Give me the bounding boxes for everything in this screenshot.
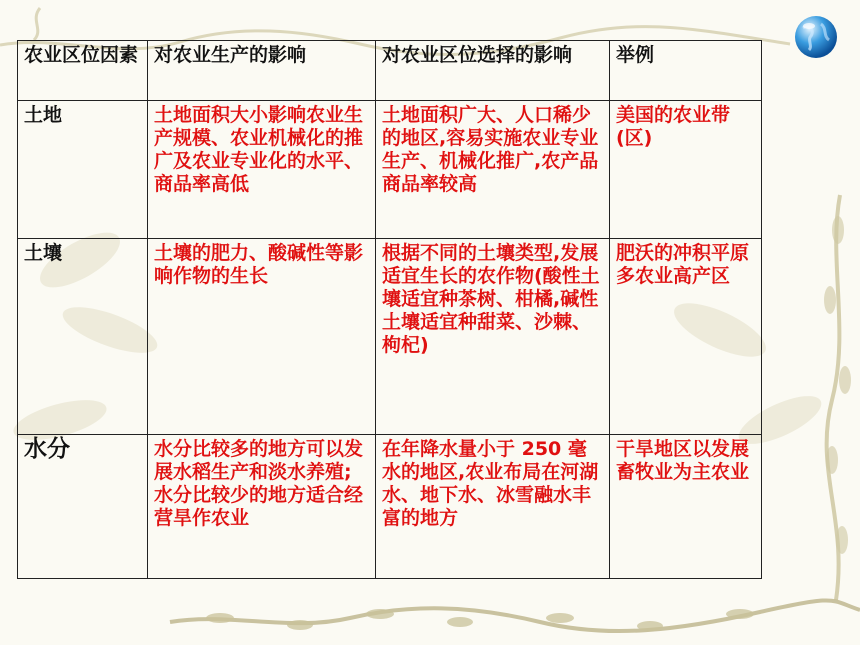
header-example: 举例 [610,41,762,101]
row-factor: 土壤 [18,239,148,435]
row-impact: 土壤的肥力、酸碱性等影响作物的生长 [148,239,376,435]
table-row [18,239,762,435]
table-row [18,101,762,239]
row-factor: 土地 [18,101,148,239]
row-example: 肥沃的冲积平原多农业高产区 [610,239,762,435]
header-impact: 对农业生产的影响 [148,41,376,101]
header-factor: 农业区位因素 [18,41,148,101]
row-example: 干旱地区以发展畜牧业为主农业 [610,435,762,579]
agriculture-factors-table [17,40,762,579]
row-choice: 根据不同的土壤类型,发展适宜生长的农作物(酸性土壤适宜种茶树、柑橘,碱性土壤适宜种甜菜、沙棘、枸杞) [376,239,610,435]
row-factor: 水分 [18,435,148,579]
row-example: 美国的农业带(区) [610,101,762,239]
table-row [18,435,762,579]
row-impact: 水分比较多的地方可以发展水稻生产和淡水养殖;水分比较少的地方适合经营旱作农业 [148,435,376,579]
header-choice: 对农业区位选择的影响 [376,41,610,101]
row-choice: 在年降水量小于 250 毫水的地区,农业布局在河湖水、地下水、冰雪融水丰富的地方 [376,435,610,579]
table-header-row [18,41,762,101]
globe-icon [793,14,839,60]
row-choice: 土地面积广大、人口稀少的地区,容易实施农业专业生产、机械化推广,农产品商品率较高 [376,101,610,239]
row-impact: 土地面积大小影响农业生产规模、农业机械化的推广及农业专业化的水平、商品率高低 [148,101,376,239]
